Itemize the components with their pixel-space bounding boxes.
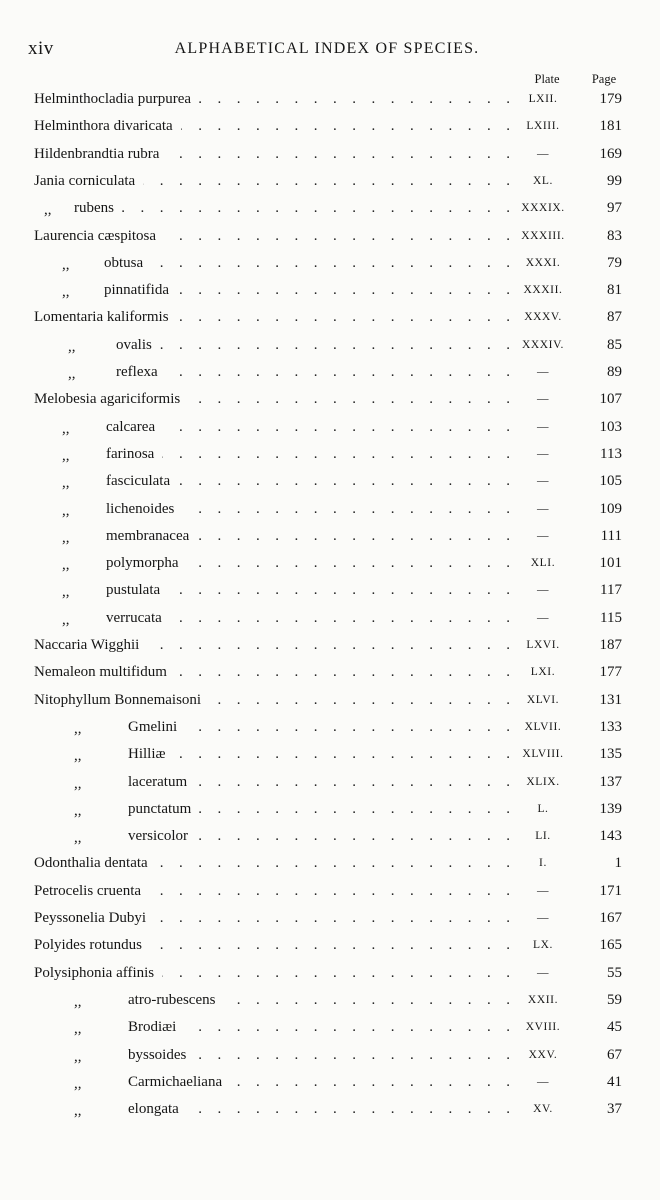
page-reference: 167: [599, 910, 622, 926]
plate-number: I.: [539, 857, 547, 870]
dot-leader: [178, 470, 510, 492]
plate-number: LI.: [535, 830, 551, 843]
page-reference: 45: [607, 1019, 622, 1036]
plate-number: XV.: [533, 1103, 553, 1116]
ditto-mark: ,,: [74, 720, 82, 737]
dot-leader: [188, 388, 510, 410]
species-name: Hilliæ: [128, 746, 166, 763]
ditto-mark: ,,: [74, 830, 82, 847]
index-entry: [0, 771, 660, 793]
page-reference: 171: [599, 882, 622, 899]
ditto-mark: ,,: [74, 1048, 82, 1065]
plate-number: XXII.: [527, 993, 559, 1006]
dot-leader: [149, 880, 510, 902]
plate-number: —: [536, 366, 550, 378]
index-entry: [0, 1071, 660, 1093]
index-entry: [0, 934, 660, 956]
ditto-mark: ,,: [62, 502, 70, 519]
page-reference: 109: [599, 500, 622, 517]
dot-leader: [177, 306, 510, 328]
dot-leader: [197, 525, 510, 547]
page-reference: 133: [599, 718, 622, 735]
species-name: Hildenbrandtia rubra: [34, 145, 160, 162]
ditto-mark: ,,: [68, 366, 76, 382]
plate-number: —: [536, 611, 550, 624]
species-name: ovalis: [116, 336, 152, 353]
species-name: fasciculata: [106, 473, 171, 490]
plate-number: LXI.: [530, 666, 556, 679]
plate-number: —: [536, 912, 550, 924]
dot-leader: [163, 416, 510, 438]
species-name: Nemaleon multifidum: [34, 664, 167, 681]
page-reference: 143: [599, 828, 622, 845]
plate-number: XXXIV.: [521, 338, 565, 351]
page-title: ALPHABETICAL INDEX OF SPECIES.: [174, 40, 480, 57]
species-name: Melobesia agariciformis: [34, 391, 181, 408]
page-reference: 107: [599, 391, 622, 408]
page-reference: 101: [599, 555, 622, 572]
page-reference: 131: [599, 691, 622, 708]
dot-leader: [156, 852, 510, 874]
dot-leader: [187, 1098, 510, 1120]
page-reference: 117: [600, 582, 622, 599]
ditto-mark: ,,: [68, 338, 76, 355]
ditto-mark: ,,: [62, 557, 70, 574]
plate-number: XL.: [532, 174, 553, 187]
species-name: Helminthocladia purpurea: [34, 91, 192, 107]
dot-leader: [164, 225, 510, 247]
page-reference: 89: [607, 364, 622, 380]
index-entry: [0, 716, 660, 738]
species-name: pustulata: [106, 582, 161, 599]
species-name: Carmichaeliana: [128, 1073, 223, 1090]
plate-number: XXXIX.: [521, 202, 565, 215]
species-name: Polyides rotundus: [34, 937, 142, 954]
species-name: membranacea: [106, 527, 190, 544]
index-entry: [0, 1098, 660, 1120]
dot-leader: [209, 689, 510, 711]
dot-leader: [151, 252, 510, 274]
species-name: Gmelini: [128, 718, 178, 735]
index-entry: [0, 607, 660, 629]
ditto-mark: ,,: [62, 611, 70, 628]
species-name: Petrocelis cruenta: [34, 882, 142, 899]
index-entry: [0, 962, 660, 984]
plate-number: —: [536, 420, 550, 433]
plate-number: —: [536, 966, 550, 979]
plate-number: L.: [537, 802, 549, 815]
dot-leader: [174, 743, 510, 765]
dot-leader: [199, 798, 510, 820]
dot-leader: [160, 334, 510, 356]
ditto-mark: ,,: [74, 1075, 82, 1092]
species-name: Naccaria Wigghii: [34, 637, 140, 653]
plate-number: —: [536, 584, 550, 597]
index-entry: [0, 1016, 660, 1038]
dot-leader: [185, 716, 510, 738]
dot-leader: [230, 1071, 510, 1093]
index-entry: [0, 907, 660, 929]
index-entry: [0, 252, 660, 274]
page-reference: 115: [600, 609, 622, 626]
species-name: versicolor: [128, 828, 188, 845]
index-entry: [0, 852, 660, 874]
dot-leader: [181, 115, 510, 137]
index-entry: [0, 743, 660, 765]
species-name: farinosa: [106, 445, 155, 462]
page-column-header: Page: [591, 72, 617, 86]
dot-leader: [196, 825, 510, 847]
page-reference: 169: [599, 145, 622, 162]
index-entry: [0, 552, 660, 574]
page-reference: 165: [599, 937, 622, 954]
dot-leader: [162, 443, 510, 465]
index-entry: [0, 416, 660, 438]
page-reference: 87: [607, 309, 622, 326]
page-reference: 111: [600, 527, 622, 544]
dot-leader: [154, 907, 510, 929]
species-name: lichenoides: [106, 500, 175, 517]
index-entry: [0, 279, 660, 301]
page-reference: 137: [599, 773, 622, 790]
page-reference: 187: [599, 637, 622, 653]
species-name: Jania corniculata: [34, 172, 136, 189]
species-name: Brodiæi: [128, 1019, 177, 1036]
species-name: elongata: [128, 1101, 179, 1118]
page-reference: 37: [607, 1101, 622, 1118]
species-name: Polysiphonia affinis: [34, 964, 155, 981]
ditto-mark: ,,: [74, 1103, 82, 1120]
plate-column-header: Plate: [534, 72, 560, 86]
page-reference: 103: [599, 418, 622, 435]
dot-leader: [184, 1016, 510, 1038]
index-entry: [0, 689, 660, 711]
plate-number: XLVI.: [526, 693, 560, 706]
page-reference: 179: [599, 91, 622, 107]
index-entry: [0, 361, 660, 383]
plate-number: —: [536, 447, 550, 460]
page-reference: 181: [599, 118, 622, 135]
plate-number: —: [536, 147, 550, 160]
species-name: Lomentaria kaliformis: [34, 309, 169, 326]
species-name: polymorpha: [106, 555, 179, 572]
plate-number: XLI.: [530, 557, 556, 570]
species-name: Peyssonelia Dubyi: [34, 910, 147, 926]
page-reference: 99: [607, 172, 622, 189]
ditto-mark: ,,: [44, 202, 52, 219]
dot-leader: [168, 579, 510, 601]
species-name: punctatum: [128, 800, 192, 817]
index-entry: [0, 170, 660, 192]
page-reference: 67: [607, 1046, 622, 1063]
plate-number: —: [536, 884, 550, 897]
index-entry: [0, 798, 660, 820]
species-name: Laurencia cæspitosa: [34, 227, 157, 244]
plate-number: LXII.: [528, 93, 558, 105]
dot-leader: [177, 279, 510, 301]
page-reference: 79: [607, 254, 622, 271]
page-reference: 139: [599, 800, 622, 817]
page-reference: 113: [600, 445, 622, 462]
plate-number: —: [536, 475, 550, 488]
plate-number: LXIII.: [526, 120, 560, 133]
plate-number: —: [536, 393, 550, 406]
ditto-mark: ,,: [74, 802, 82, 819]
dot-leader: [143, 170, 510, 192]
index-entry: [0, 880, 660, 902]
index-entry: [0, 525, 660, 547]
species-name: atro-rubescens: [128, 991, 216, 1008]
page-reference: 59: [607, 991, 622, 1008]
species-name: byssoides: [128, 1046, 187, 1063]
species-name: reflexa: [116, 364, 158, 380]
index-entry: [0, 470, 660, 492]
plate-number: XXXI.: [525, 256, 561, 269]
index-entry: [0, 306, 660, 328]
index-entry: [0, 634, 660, 656]
species-name: Nitophyllum Bonnemaisoni: [34, 691, 202, 708]
species-name: obtusa: [104, 254, 144, 271]
index-entry: [0, 197, 660, 219]
dot-leader: [166, 361, 510, 383]
plate-number: XXV.: [528, 1048, 558, 1061]
page-reference: 83: [607, 227, 622, 244]
plate-number: XXXIII.: [521, 229, 565, 242]
species-name: verrucata: [106, 609, 162, 626]
index-entry: [0, 1044, 660, 1066]
page-number: xiv: [28, 38, 54, 59]
dot-leader: [187, 552, 510, 574]
dot-leader: [162, 962, 510, 984]
dot-leader: [194, 1044, 510, 1066]
species-name: Odonthalia dentata: [34, 855, 148, 872]
ditto-mark: ,,: [62, 584, 70, 601]
index-entry: [0, 989, 660, 1011]
plate-number: LX.: [532, 939, 553, 952]
plate-number: XVIII.: [525, 1021, 561, 1034]
dot-leader: [122, 197, 510, 219]
plate-number: XLIX.: [526, 775, 560, 788]
species-name: pinnatifida: [104, 282, 169, 299]
page-reference: 81: [607, 282, 622, 299]
page-reference: 135: [599, 746, 622, 763]
page-reference: 177: [599, 664, 622, 681]
page-reference: 97: [607, 200, 622, 217]
page-reference: 55: [607, 964, 622, 981]
page-reference: 105: [599, 473, 622, 490]
plate-number: XXXII.: [523, 284, 563, 297]
dot-leader: [223, 989, 510, 1011]
plate-number: —: [536, 529, 550, 542]
index-entry: [0, 143, 660, 165]
index-entry: [0, 498, 660, 520]
ditto-mark: ,,: [74, 748, 82, 765]
page-header: [28, 38, 626, 62]
species-name: calcarea: [106, 418, 156, 435]
ditto-mark: ,,: [62, 256, 70, 273]
ditto-mark: ,,: [62, 284, 70, 301]
ditto-mark: ,,: [62, 529, 70, 546]
species-name: rubens: [74, 200, 114, 217]
species-name: Helminthora divaricata: [34, 118, 173, 135]
dot-leader: [167, 143, 510, 165]
index-entry: [0, 115, 660, 137]
index-entry: [0, 388, 660, 410]
ditto-mark: ,,: [62, 475, 70, 492]
index-entry: [0, 825, 660, 847]
index-entry: [0, 579, 660, 601]
plate-number: XXXV.: [524, 311, 562, 324]
dot-leader: [175, 661, 510, 683]
dot-leader: [182, 498, 510, 520]
dot-leader: [147, 634, 510, 656]
dot-leader: [170, 607, 510, 629]
ditto-mark: ,,: [74, 1021, 82, 1038]
dot-leader: [199, 88, 510, 110]
plate-number: —: [536, 502, 550, 515]
ditto-mark: ,,: [62, 447, 70, 464]
species-name: laceratum: [128, 773, 188, 790]
page-reference: 41: [607, 1073, 622, 1090]
index-entry: [0, 443, 660, 465]
ditto-mark: ,,: [74, 775, 82, 792]
index-entry: [0, 225, 660, 247]
ditto-mark: ,,: [62, 420, 70, 437]
dot-leader: [195, 771, 510, 793]
dot-leader: [150, 934, 510, 956]
ditto-mark: ,,: [74, 993, 82, 1010]
page-reference: 1: [614, 855, 622, 872]
plate-number: XLVII.: [524, 720, 562, 733]
plate-number: XLVIII.: [522, 748, 564, 761]
index-entry: [0, 334, 660, 356]
index-entry: [0, 661, 660, 683]
index-entry: [0, 88, 660, 110]
plate-number: —: [536, 1075, 550, 1088]
plate-number: LXVI.: [526, 639, 560, 651]
page-reference: 85: [607, 336, 622, 353]
